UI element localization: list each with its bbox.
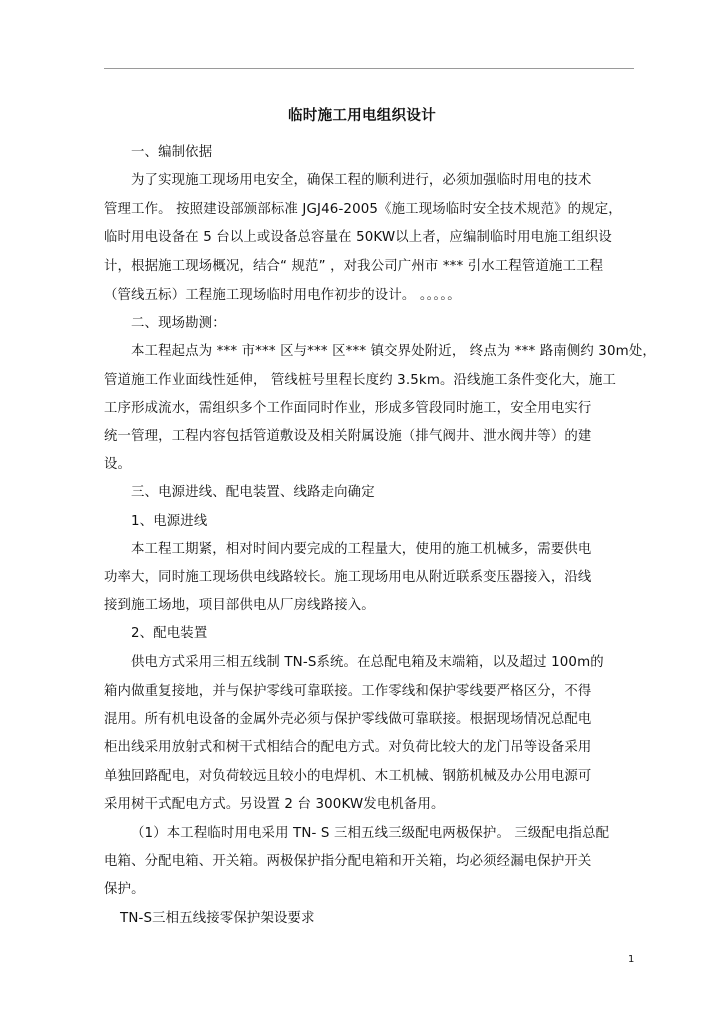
subsection-heading: 2、配电装置 [131, 626, 208, 641]
paragraph-line: 统一管理，工程内容包括管道敷设及相关附属设施（排气阀井、泄水阀井等）的建 [104, 429, 592, 444]
paragraph-line: 供电方式采用三相五线制 TN-S系统。在总配电箱及末端箱，以及超过 100m的 [131, 655, 604, 670]
paragraph-line: 本工程起点为 *** 市*** 区与*** 区*** 镇交界处附近， 终点为 *** 路南侧约 30m处， [131, 344, 656, 359]
paragraph-line: 单独回路配电，对负荷较远且较小的电焊机、木工机械、钢筋机械及办公用电源可 [104, 769, 592, 784]
paragraph-line: 临时用电设备在 5 台以上或设备总容量在 50KW以上者，应编制临时用电施工组织设 [104, 230, 612, 245]
paragraph-line: 接到施工场地，项目部供电从厂房线路接入。 [104, 598, 375, 613]
document-title: 临时施工用电组织设计 [288, 108, 436, 124]
paragraph-line: 管道施工作业面线性延伸， 管线桩号里程长度约 3.5km。沿线施工条件变化大，施工 [104, 373, 617, 388]
section-heading: 二、现场勘测： [131, 316, 226, 331]
subsection-heading: 1、电源进线 [131, 514, 208, 529]
paragraph-line: 本工程工期紧，相对时间内要完成的工程量大，使用的施工机械多，需要供电 [131, 542, 592, 557]
paragraph-line: （1）本工程临时用电采用 TN- S 三相五线三级配电两极保护。 三级配电指总配 [131, 826, 610, 841]
page-number: 1 [628, 954, 635, 965]
header-rule [104, 68, 634, 69]
paragraph-line: 计，根据施工现场概况，结合“ 规范” ，对我公司广州市 *** 引水工程管道施工工程 [104, 259, 604, 274]
paragraph-line: 设。 [104, 457, 132, 472]
paragraph-line: 管理工作。 按照建设部颁部标准 JGJ46-2005《施工现场临时安全技术规范》的规定， [104, 202, 622, 217]
paragraph-line: 柜出线采用放射式和树干式相结合的配电方式。对负荷比较大的龙门吊等设备采用 [104, 740, 592, 755]
paragraph-line: 箱内做重复接地，并与保护零线可靠联接。工作零线和保护零线要严格区分，不得 [104, 684, 592, 699]
section-heading: 一、编制依据 [131, 145, 213, 160]
paragraph-line: （管线五标）工程施工现场临时用电作初步的设计。 。。。。。 [104, 288, 461, 303]
paragraph-line: TN-S三相五线接零保护架设要求 [120, 911, 315, 926]
paragraph-line: 电箱、分配电箱、开关箱。两极保护指分配电箱和开关箱，均必须经漏电保护开关 [104, 854, 592, 869]
paragraph-line: 采用树干式配电方式。另设置 2 台 300KW发电机备用。 [104, 797, 445, 812]
paragraph-line: 保护。 [104, 882, 145, 897]
paragraph-line: 工序形成流水，需组织多个工作面同时作业，形成多管段同时施工，安全用电实行 [104, 401, 592, 416]
section-heading: 三、电源进线、配电装置、线路走向确定 [131, 485, 375, 500]
paragraph-line: 功率大，同时施工现场供电线路较长。施工现场用电从附近联系变压器接入，沿线 [104, 570, 592, 585]
paragraph-line: 为了实现施工现场用电安全，确保工程的顺利进行，必须加强临时用电的技术 [131, 173, 592, 188]
paragraph-line: 混用。所有机电设备的金属外壳必须与保护零线做可靠联接。根据现场情况总配电 [104, 712, 592, 727]
